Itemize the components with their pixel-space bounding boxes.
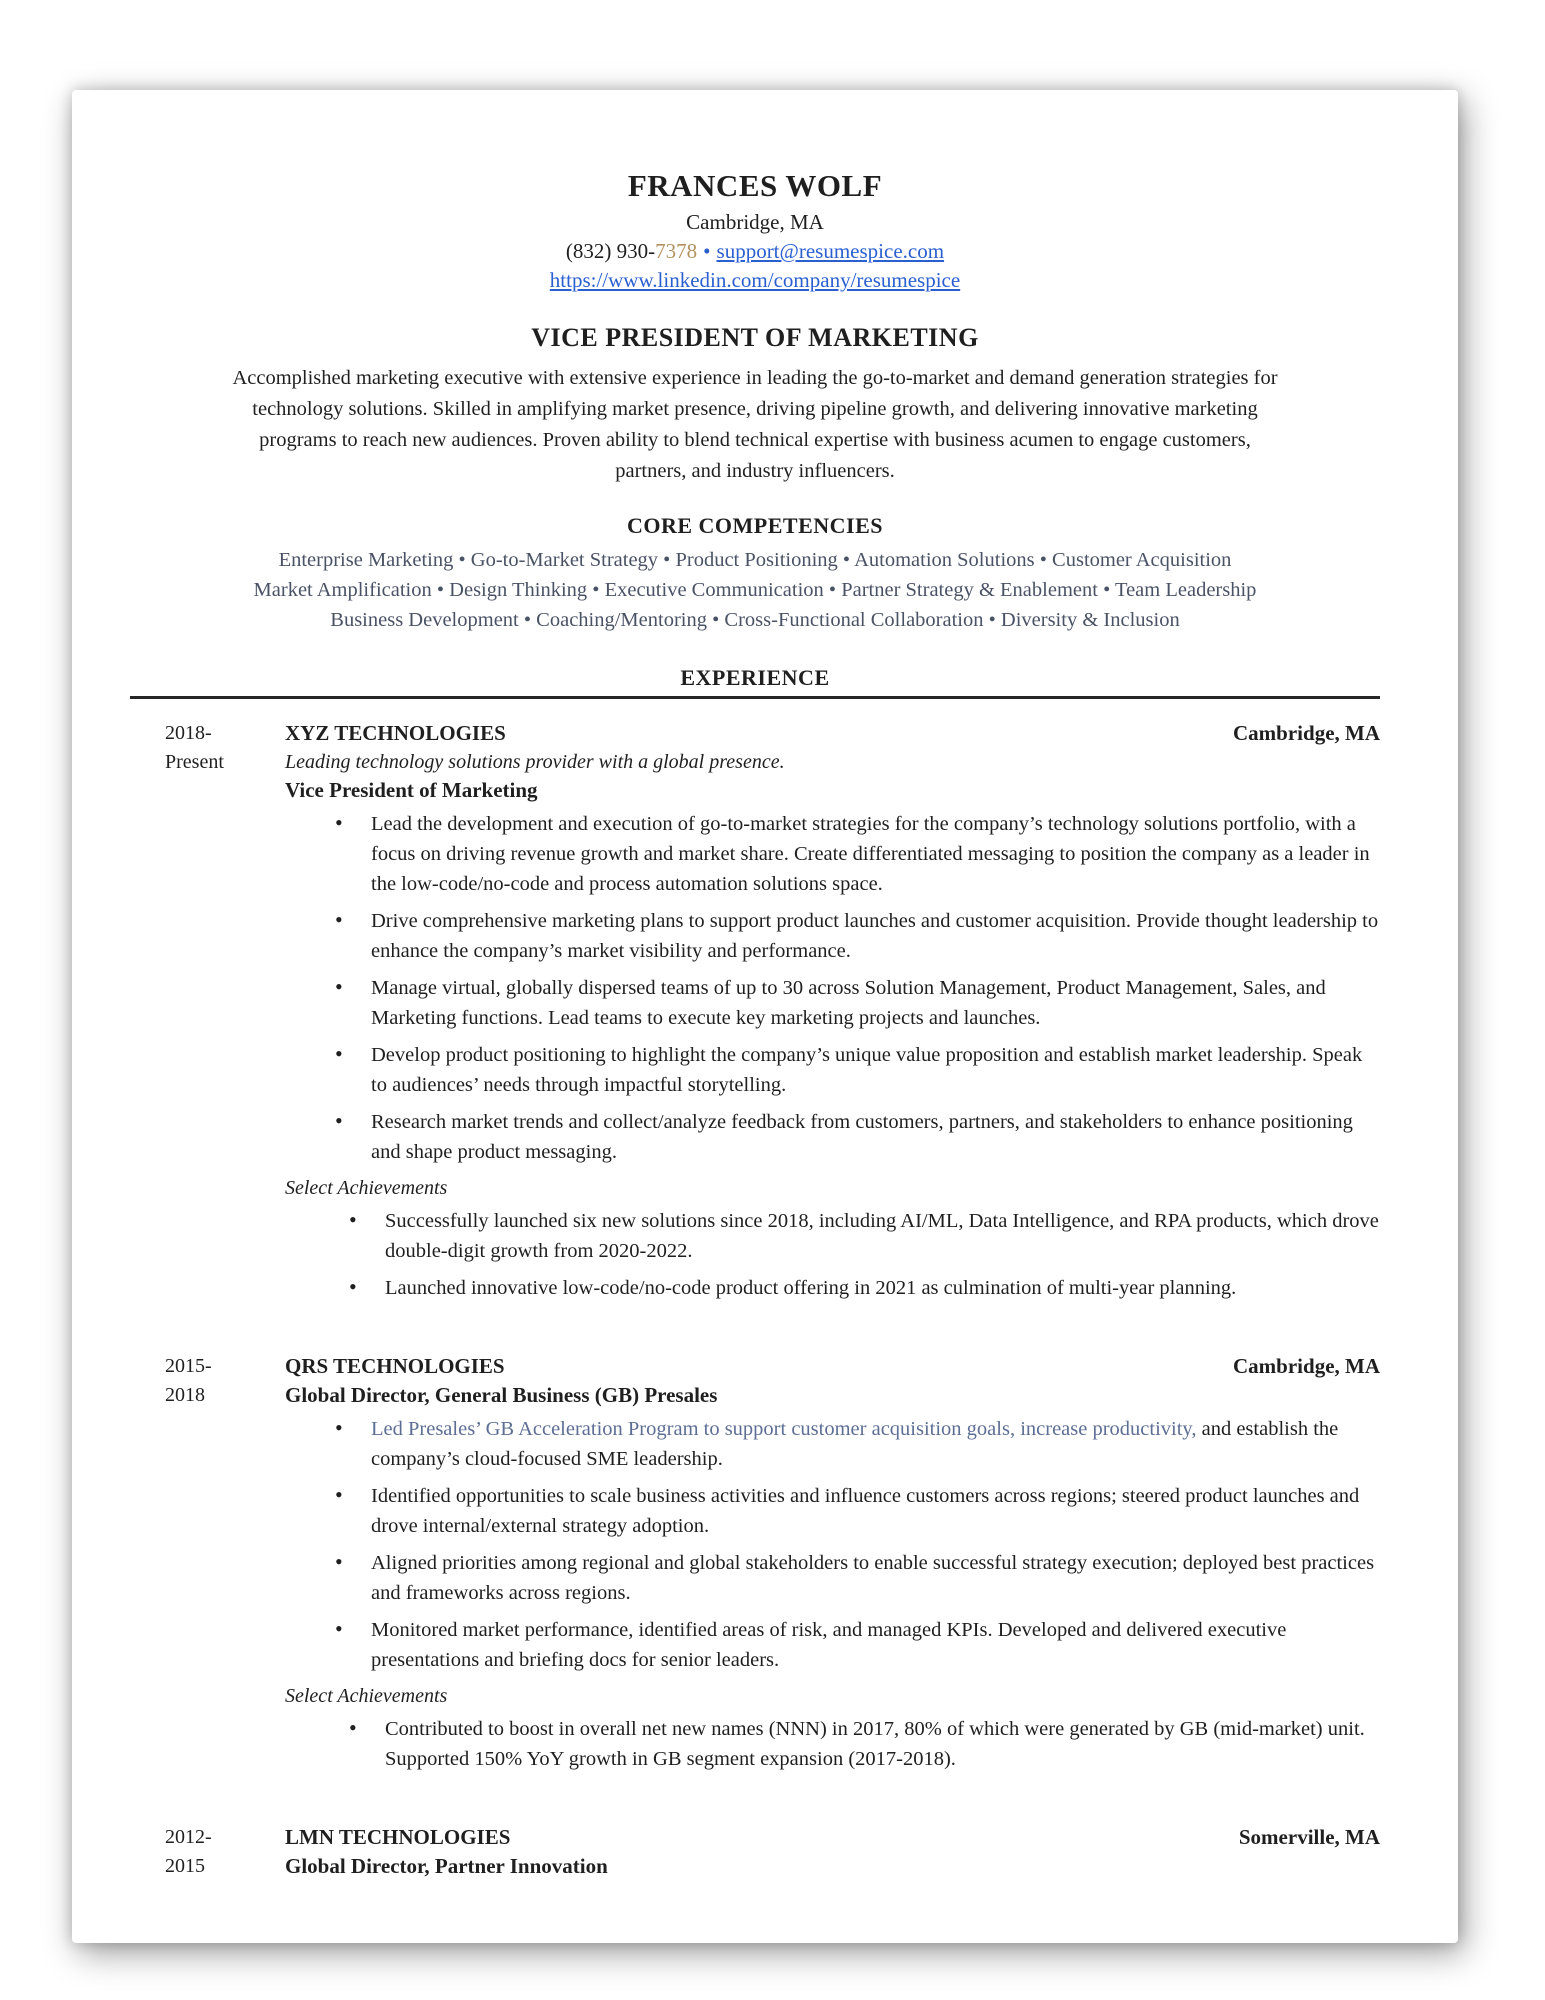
core-competencies-list (130, 545, 1380, 635)
experience-heading: EXPERIENCE (680, 665, 830, 690)
phone-number: (832) 930-7378 (565, 239, 698, 263)
candidate-location: Cambridge, MA (686, 210, 824, 234)
email-link[interactable]: support@resumespice.com (716, 239, 945, 263)
job-title: Vice President of Marketing (285, 778, 538, 802)
job-location: Cambridge, MA (1233, 721, 1380, 745)
job-bullet-list (333, 809, 1380, 1167)
summary-line: programs to reach new audiences. Proven ability to blend technical expertise with business acumen to engage customers, (259, 429, 1251, 451)
job-entry-qrs-technologies (130, 1352, 1380, 1781)
summary-line: technology solutions. Skilled in amplifying market presence, driving pipeline growth, and delivering innovative marketing (252, 398, 1258, 420)
job-location: Somerville, MA (1238, 1825, 1380, 1849)
competency-line: Business Development • Coaching/Mentoring • Cross-Functional Collaboration • Diversity & Inclusion (330, 609, 1180, 631)
bullet-item: • Develop product positioning to highlight the company’s unique value proposition and establish market leadership. Speak to audiences’ needs through impactful storytelling. (333, 1040, 1380, 1100)
achievements-list (347, 1206, 1380, 1303)
experience-section (130, 665, 1380, 1881)
phone-number-suffix: 7378 (655, 239, 698, 263)
job-company-description: Leading technology solutions provider with a global presence. (285, 751, 785, 773)
contact-separator-dot: • (703, 239, 711, 263)
linkedin-line (130, 268, 1380, 293)
job-title: Global Director, Partner Innovation (285, 1854, 608, 1878)
job-title: Global Director, General Business (GB) Presales (285, 1383, 718, 1407)
job-company: LMN TECHNOLOGIES (285, 1825, 511, 1849)
job-location: Cambridge, MA (1233, 1354, 1380, 1378)
bullet-item: • Manage virtual, globally dispersed teams of up to 30 across Solution Management, Product Management, Sales, and Marketing functions. Lead teams to execute key marketing projects and launches. (333, 973, 1380, 1033)
job-company: XYZ TECHNOLOGIES (285, 721, 506, 745)
job-date-end: Present (165, 751, 224, 773)
section-divider-rule (130, 696, 1380, 699)
job-dates (130, 1352, 285, 1781)
job-date-start: 2015- (165, 1355, 212, 1377)
resume-headline: VICE PRESIDENT OF MARKETING (531, 323, 979, 352)
bullet-item: • Identified opportunities to scale business activities and influence customers across regions; steered product launches and drove internal/external strategy adoption. (333, 1481, 1380, 1541)
bullet-accent-text: Led Presales’ GB Acceleration Program to support customer acquisition goals, increase productivity, (371, 1418, 1197, 1440)
job-entry-xyz-technologies (130, 719, 1380, 1310)
job-bullet-list (333, 1414, 1380, 1675)
achievement-item: • Successfully launched six new solutions since 2018, including AI/ML, Data Intelligence, and RPA products, which drove double-digit growth from 2020-2022. (347, 1206, 1380, 1266)
bullet-item: • Lead the development and execution of go-to-market strategies for the company’s technology solutions portfolio, with a focus on driving revenue growth and market share. Create differentiated messaging to position the company as a leader in the low-code/no-code and process automation solutions space. (333, 809, 1380, 899)
resume-page (72, 90, 1458, 1943)
job-entry-lmn-technologies (130, 1823, 1380, 1881)
achievement-item: • Launched innovative low-code/no-code product offering in 2021 as culmination of multi-year planning. (347, 1273, 1380, 1303)
job-date-start: 2012- (165, 1826, 212, 1848)
contact-line (130, 239, 1380, 264)
job-dates (130, 1823, 285, 1881)
summary-line: partners, and industry influencers. (615, 460, 895, 482)
bullet-item: • Monitored market performance, identified areas of risk, and managed KPIs. Developed and delivered executive presentations and briefing docs for senior leaders. (333, 1615, 1380, 1675)
candidate-name: FRANCES WOLF (627, 168, 883, 203)
achievements-list (347, 1714, 1380, 1774)
competency-line: Market Amplification • Design Thinking • Executive Communication • Partner Strategy & Enablement • Team Leadership (253, 579, 1257, 601)
bullet-item: • Research market trends and collect/analyze feedback from customers, partners, and stakeholders to enhance positioning and shape product messaging. (333, 1107, 1380, 1167)
summary-line: Accomplished marketing executive with extensive experience in leading the go-to-market and demand generation strategies for (232, 367, 1278, 389)
achievement-item: • Contributed to boost in overall net new names (NNN) in 2017, 80% of which were generated by GB (mid-market) unit. Supported 150% YoY growth in GB segment expansion (2017-2018). (347, 1714, 1380, 1774)
bullet-item: • Drive comprehensive marketing plans to support product launches and customer acquisition. Provide thought leadership to enhance the company’s market visibility and performance. (333, 906, 1380, 966)
competency-line: Enterprise Marketing • Go-to-Market Strategy • Product Positioning • Automation Solutions • Customer Acquisition (278, 549, 1232, 571)
bullet-rest-text: and establish the company’s cloud-focused SME leadership. (371, 1418, 1339, 1470)
core-competencies-section (130, 513, 1380, 635)
bullet-item (333, 1414, 1380, 1474)
core-competencies-heading: CORE COMPETENCIES (626, 513, 884, 538)
job-date-end: 2015 (165, 1855, 205, 1877)
achievements-label: Select Achievements (285, 1685, 448, 1707)
job-dates (130, 719, 285, 1310)
bullet-item: • Aligned priorities among regional and global stakeholders to enable successful strategy execution; deployed best practices and frameworks across regions. (333, 1548, 1380, 1608)
professional-summary (130, 363, 1380, 487)
linkedin-link[interactable]: https://www.linkedin.com/company/resumespice (549, 268, 961, 292)
achievements-label: Select Achievements (285, 1177, 448, 1199)
job-date-start: 2018- (165, 722, 212, 744)
job-company: QRS TECHNOLOGIES (285, 1354, 505, 1378)
job-date-end: 2018 (165, 1384, 205, 1406)
